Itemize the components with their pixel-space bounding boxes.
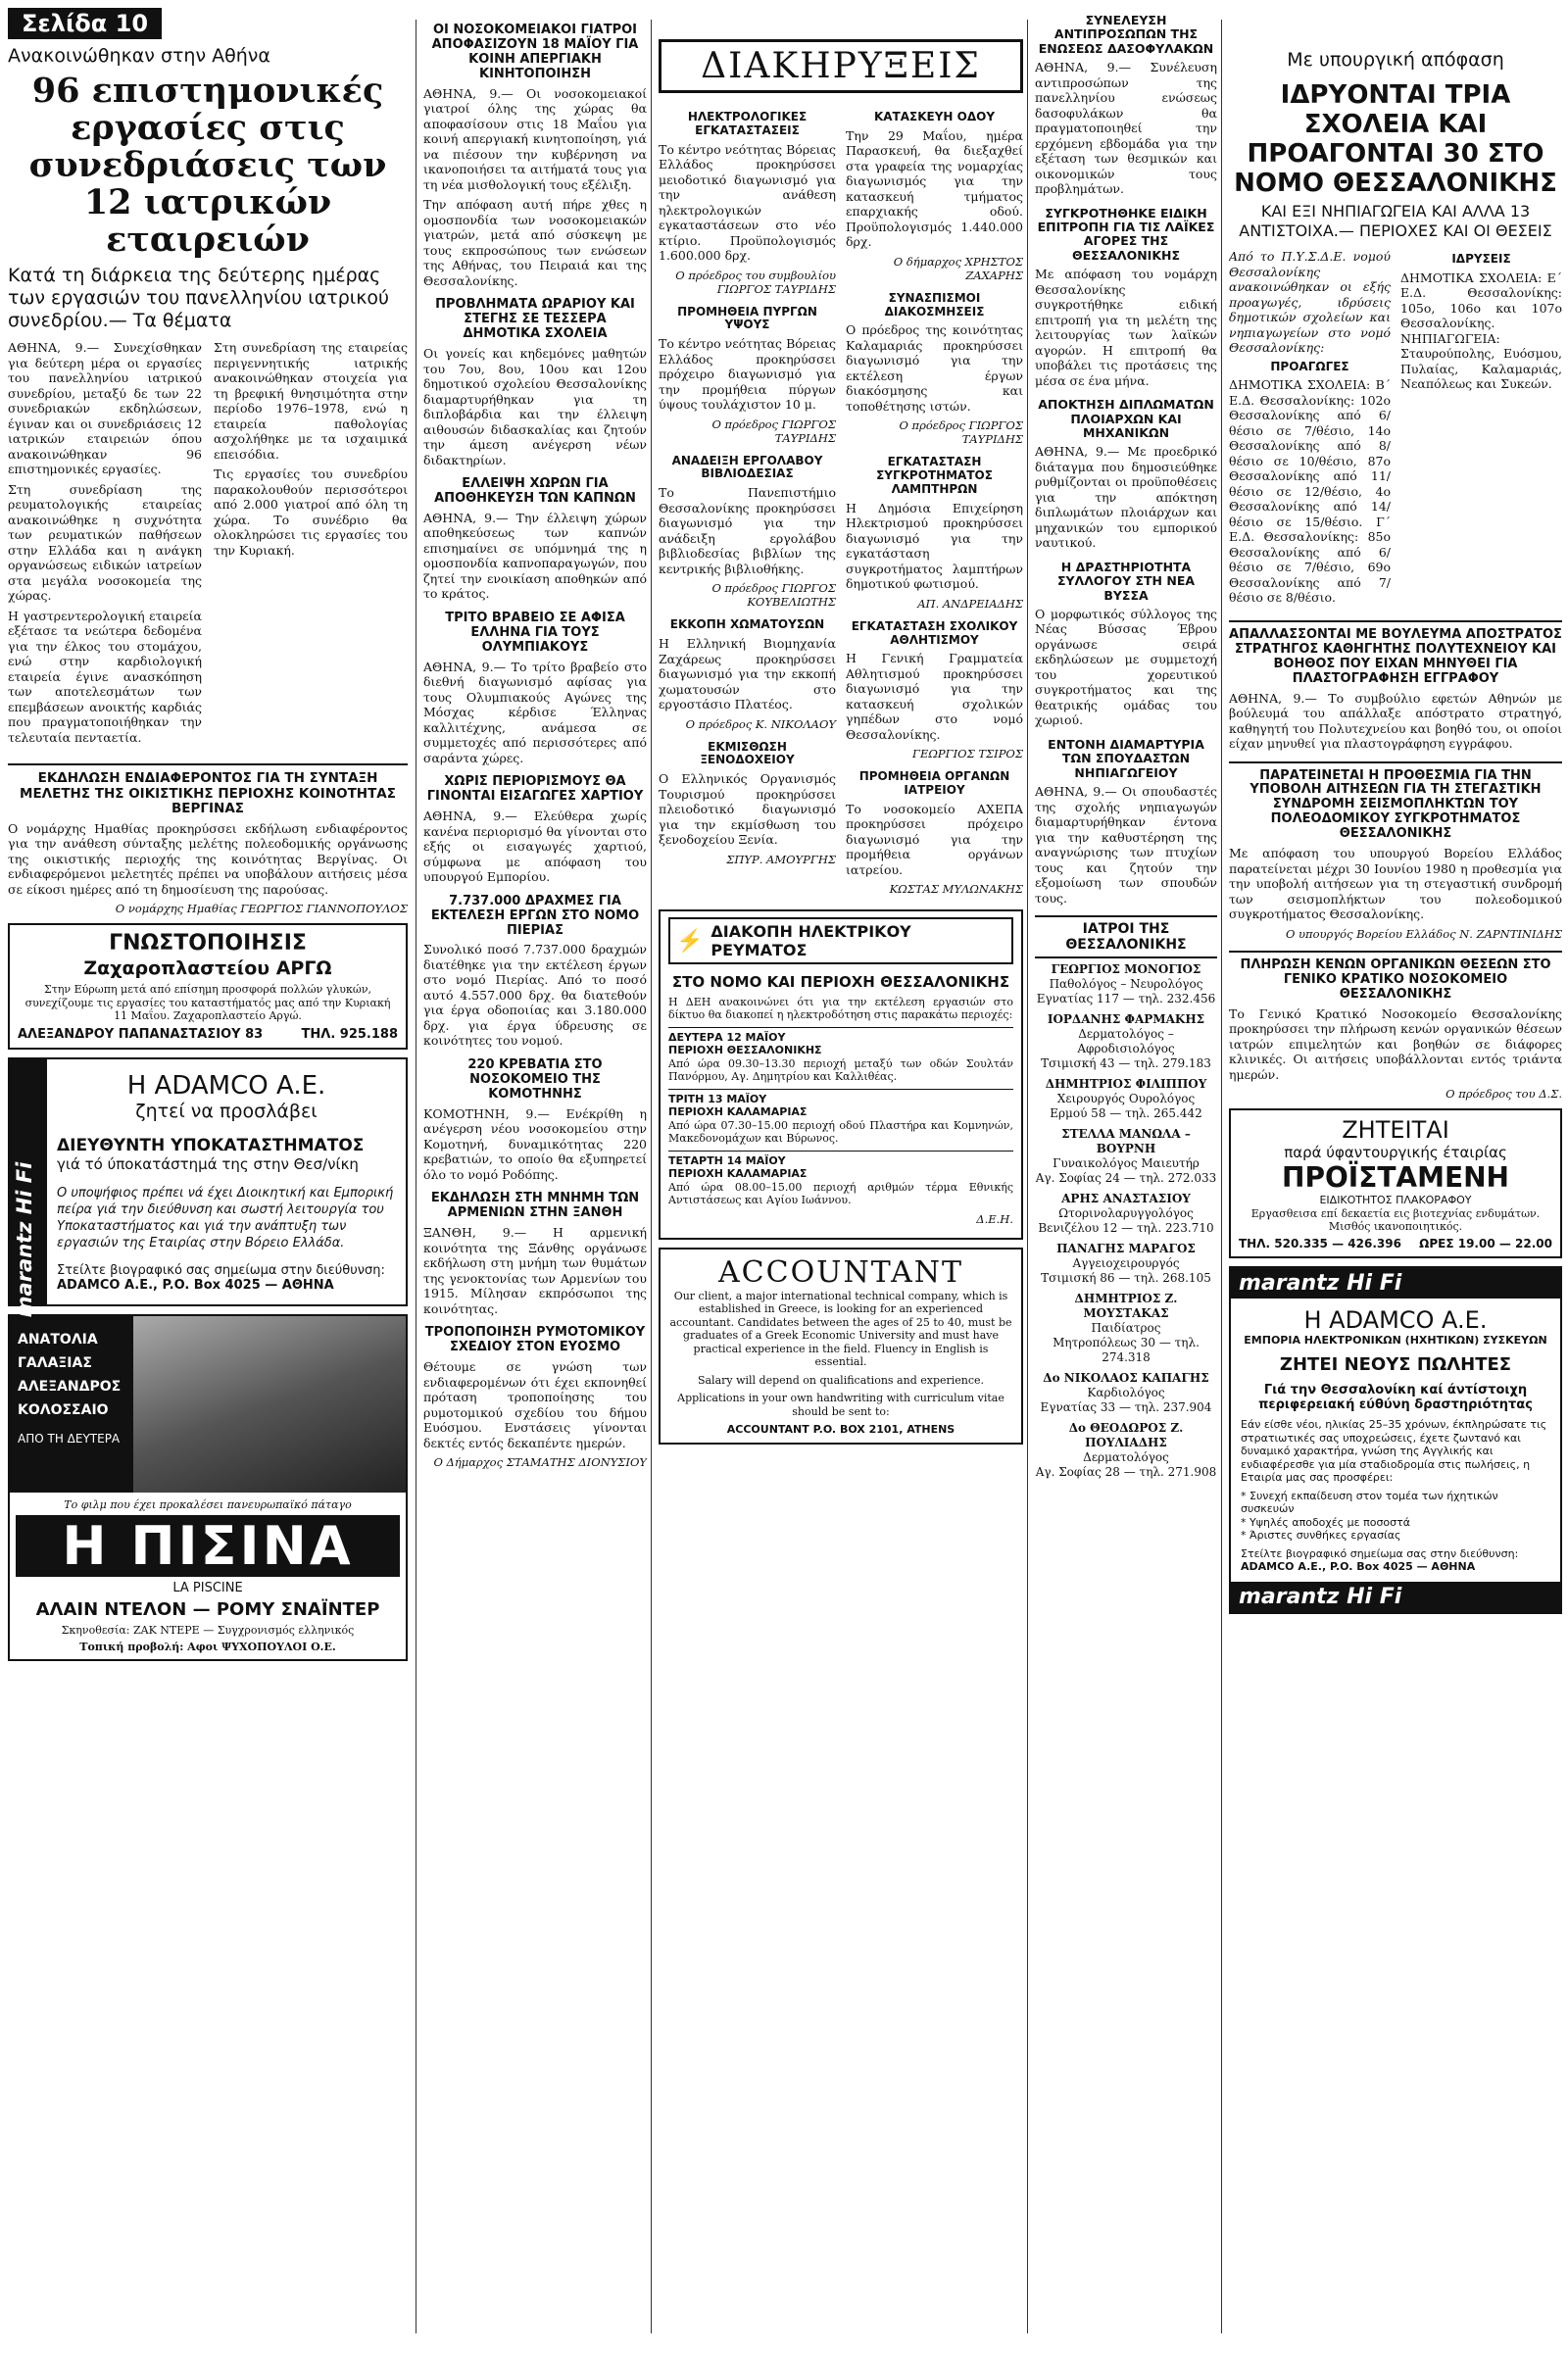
accountant-salary: Salary will depend on qualifications and experience. xyxy=(697,1373,985,1387)
proistameni-title: ΖΗΤΕΙΤΑΙ xyxy=(1342,1116,1449,1145)
doctor-specialty: Δερματολόγος – Αφροδισιολόγος xyxy=(1077,1027,1175,1056)
erga-body: Συνολικό ποσό 7.737.000 δραχμών διατέθηκε για την εκτέλεση έργων στο νομό Πιερίας. Από το ποσό αυτό 4.557.000 δρχ. θα διατεθούν για έργα οδοποιίας και 3.180.000 δρχ. για έργα ύδρευσης σε κοινότητες του νομού. xyxy=(423,942,647,1049)
marantz-top-bar xyxy=(1231,1268,1560,1299)
dei-day-text: Από ώρα 08.00–15.00 περιοχή αριθμών τέρμα Εθνικής Αντιστάσεως και Αγίου Ιωάννου. xyxy=(668,1180,1013,1207)
marantz-brand: marantz Hi Fi xyxy=(13,1161,36,1317)
diakirixeis-banner xyxy=(659,39,1023,93)
foitites-body: ΑΘΗΝΑ, 9.— Οι σπουδαστές της σχολής νηπιαγωγών διαμαρτυρήθηκαν έντονα για την καθυστέρηση της αναγνώρισης των πτυχίων τους και ζητούν την εξομοίωση των σπουδών τους. xyxy=(1035,784,1217,906)
marantz-bottom-bar xyxy=(1231,1582,1560,1612)
cinema-venue: ΓΑΛΑΞΙΑΣ xyxy=(18,1354,92,1371)
dasofylakes-headline: ΣΥΝΕΛΕΥΣΗ ΑΝΤΙΠΡΟΣΩΠΩΝ ΤΗΣ ΕΝΩΣΕΩΣ ΔΑΣΟΦΥΛΑΚΩΝ xyxy=(1038,13,1214,56)
adamco2-offer: * Άριστες συνθήκες εργασίας xyxy=(1241,1529,1401,1543)
notice-title: ΕΓΚΑΤΑΣΤΑΣΗ ΣΧΟΛΙΚΟΥ ΑΘΛΗΤΙΣΜΟΥ xyxy=(851,618,1018,647)
doctor-address: Αγ. Σοφίας 28 — τηλ. 271.908 xyxy=(1035,1465,1217,1480)
verginas-signature: Ο νομάρχης Ημαθίας ΓΕΩΡΓΙΟΣ ΓΙΑΝΝΟΠΟΥΛΟΣ xyxy=(115,902,408,916)
column-divider xyxy=(1027,20,1028,2333)
proistameni-spec: ΕΙΔΙΚΟΤΗΤΟΣ ΠΛΑΚΟΡΑΦΟΥ xyxy=(1319,1194,1472,1207)
adamco2-offer: * Υψηλές αποδοχές με ποσοστά xyxy=(1241,1515,1411,1529)
polytechnic-headline: ΑΠΑΛΛΑΣΣΟΝΤΑΙ ΜΕ ΒΟΥΛΕΥΜΑ ΑΠΟΣΤΡΑΤΟΣ ΣΤΡΑΤΗΓΟΣ ΚΑΘΗΓΗΤΗΣ ΠΟΛΥΤΕΧΝΕΙΟΥ ΚΑΙ ΒΟΗΘΟΣ ΠΟΥ ΕΙΧΑΝ ΜΗΝΥΘΕΙ ΓΙΑ ΠΛΑΣΤΟΓΡΑΦΗΣΗ ΕΓΓΡΑΦΟΥ xyxy=(1229,620,1562,687)
dei-day: ΤΡΙΤΗ 13 ΜΑΪΟΥ xyxy=(668,1089,1013,1106)
notice-body: Ο Ελληνικός Οργανισμός Τουρισμού προκηρύσσει πλειοδοτικό διαγωνισμό για την εκμίσθωση του ξενοδοχείου Ξενία. xyxy=(659,771,836,848)
doctor-entry xyxy=(1035,1077,1217,1121)
notice-signature: ΑΠ. ΑΝΔΡΕΙΑΔΗΣ xyxy=(917,596,1023,611)
proistameni-hours: ΩΡΕΣ 19.00 — 22.00 xyxy=(1419,1236,1552,1250)
notice-title: ΕΓΚΑΤΑΣΤΑΣΗ ΣΥΓΚΡΟΤΗΜΑΤΟΣ ΛΑΜΠΤΗΡΩΝ xyxy=(876,455,993,496)
page-label: Σελίδα 10 xyxy=(8,8,162,39)
notice-body: Η Δημόσια Επιχείρηση Ηλεκτρισμού προκηρύσσει διαγωνισμό για την εγκατάσταση συγκροτήματος λαμπτήρων δημοτικού φωτισμού. xyxy=(846,500,1023,592)
cinema-from: ΑΠΟ ΤΗ ΔΕΥΤΕΡΑ xyxy=(18,1431,121,1446)
seismic-body: Με απόφαση του υπουργού Βορείου Ελλάδος παρατείνεται μέχρι 30 Ιουνίου 1980 η προθεσμία για την υποβολή αιτήσεων για τη στεγαστική συνδρομή των σεισμοπλήκτων του πολεοδομικού συγκροτήματος Θεσσαλονίκης. xyxy=(1229,846,1562,922)
proistameni-phone: ΤΗΛ. 520.335 — 426.396 xyxy=(1239,1236,1401,1250)
column-divider xyxy=(651,20,652,2333)
lead-dek: Κατά τη διάρκεια της δεύτερης ημέρας των εργασιών του πανελληνίου ιατρικού συνεδρίου.— Τα θέματα xyxy=(8,265,390,331)
column-3 xyxy=(659,0,1023,2353)
proistameni-body: Εργασθεισα επί δεκαετία εις βιοτεχνίας ενδυμάτων. Μισθός ικανοποιητικός. xyxy=(1250,1206,1541,1234)
accountant-title: ACCOUNTANT xyxy=(718,1254,963,1290)
cinema-tagline: Το φιλμ που έχει προκαλέσει πανευρωπαϊκό πάταγο xyxy=(64,1497,352,1511)
hospital-signature: Ο πρόεδρος του Δ.Σ. xyxy=(1446,1087,1562,1102)
notice-title: ΠΡΟΜΗΘΕΙΑ ΟΡΓΑΝΩΝ ΙΑΤΡΕΙΟΥ xyxy=(858,769,1010,798)
iatroi-title: ΙΑΤΡΟΙ ΤΗΣ ΘΕΣΣΑΛΟΝΙΚΗΣ xyxy=(1035,915,1217,958)
diakirixeis-right xyxy=(846,101,1023,902)
ministry-headline: ΙΔΡΥΟΝΤΑΙ ΤΡΙΑ ΣΧΟΛΕΙΑ ΚΑΙ ΠΡΟΑΓΟΝΤΑΙ 30 ΣΤΟ ΝΟΜΟ ΘΕΣΣΑΛΟΝΙΚΗΣ xyxy=(1234,80,1557,198)
doctor-address: Βενιζέλου 12 — τηλ. 223.710 xyxy=(1038,1221,1214,1236)
adamco2-company: Η ADAMCO A.E. xyxy=(1303,1305,1488,1334)
proistameni-role: ΠΡΟΪΣΤΑΜΕΝΗ xyxy=(1282,1161,1509,1195)
column-1 xyxy=(8,0,408,2353)
doctors-body: ΑΘΗΝΑ, 9.— Οι νοσοκομειακοί γιατροί όλης της χώρας θα αποφασίσουν στις 18 Μαΐου για κοινή απεργιακή κινητοποίηση, γιά να πιέσουν την κυβέρνηση να ικανοποιήσει τα αιτήματά τους για τη νέα μισθολογική τους εξέλιξη. xyxy=(423,85,647,192)
xanthi-body: ΞΑΝΘΗ, 9.— Η αρμενική κοινότητα της Ξάνθης οργάνωσε εκδήλωση στη μνήμη των θυμάτων της γενοκτονίας των Αρμενίων του 1915. Μίλησαν εκπρόσωποι της κοινότητας. xyxy=(423,1225,647,1316)
argo-address: ΑΛΕΞΑΝΔΡΟΥ ΠΑΠΑΝΑΣΤΑΣΙΟΥ 83 xyxy=(18,1026,264,1042)
adamco-ad-1 xyxy=(8,1057,408,1317)
marantz-brand: marantz Hi Fi xyxy=(1239,1584,1402,1609)
dei-area: ΣΤΟ ΝΟΜΟ ΚΑΙ ΠΕΡΙΟΧΗ ΘΕΣΣΑΛΟΝΙΚΗΣ xyxy=(671,973,1010,992)
doctor-specialty: Χειρουργός Ουρολόγος xyxy=(1056,1092,1196,1106)
doctor-address: Ερμού 58 — τηλ. 265.442 xyxy=(1050,1106,1202,1121)
doctor-entry xyxy=(1035,1242,1217,1286)
doctor-entry xyxy=(1035,962,1217,1006)
accountant-address: ACCOUNTANT P.O. BOX 2101, ATHENS xyxy=(726,1423,956,1437)
doctors-headline: ΟΙ ΝΟΣΟΚΟΜΕΙΑΚΟΙ ΓΙΑΤΡΟΙ ΑΠΟΦΑΣΙΖΟΥΝ 18 ΜΑΪΟΥ ΓΙΑ ΚΟΙΝΗ ΑΠΕΡΓΙΑΚΗ ΚΙΝΗΤΟΠΟΙΗΣΗ xyxy=(431,23,639,81)
xartis-headline: ΧΩΡΙΣ ΠΕΡΙΟΡΙΣΜΟΥΣ ΘΑ ΓΙΝΟΝΤΑΙ ΕΙΣΑΓΩΓΕΣ ΧΑΡΤΙΟΥ xyxy=(426,774,644,805)
adamco2-seeks: ΖΗΤΕΙ ΝΕΟΥΣ ΠΩΛΗΤΕΣ xyxy=(1279,1354,1512,1376)
adamco1-body: Ο υποψήφιος πρέπει νά έχει Διοικητική και Εμπορική πείρα γιά την διεύθυνση και σωστή λειτουργία του Υποκαταστήματος και γιά την ανάπτυξη των εργασιών της Εταιρίας στην Βόρειο Ελλάδα. xyxy=(57,1185,394,1250)
doctor-entry xyxy=(1035,1127,1217,1186)
diakirixeis-left xyxy=(659,101,836,902)
rymotomiko-signature: Ο Δήμαρχος ΣΤΑΜΑΤΗΣ ΔΙΟΝΥΣΙΟΥ xyxy=(433,1455,647,1469)
polytechnic-body: ΑΘΗΝΑ, 9.— Το συμβούλιο εφετών Αθηνών με βούλευμά του απάλλαξε απόστρατο στρατηγό, καθηγητή του Πολυτεχνείου και βοηθό του, οι οποίοι είχαν μηνυθεί για πλαστογράφηση εγγράφου. xyxy=(1229,690,1562,752)
adamco1-position: ΔΙΕΥΘΥΝΤΗ ΥΠΟΚΑΤΑΣΤΗΜΑΤΟΣ xyxy=(57,1135,365,1155)
seismic-headline: ΠΑΡΑΤΕΙΝΕΤΑΙ Η ΠΡΟΘΕΣΜΙΑ ΓΙΑ ΤΗΝ ΥΠΟΒΟΛΗ ΑΙΤΗΣΕΩΝ ΓΙΑ ΤΗ ΣΤΕΓΑΣΤΙΚΗ ΣΥΝΔΡΟΜΗ ΣΕΙΣΜΟΠΛΗΚΤΩΝ ΤΟΥ ΠΟΛΕΟΔΟΜΙΚΟΥ ΣΥΓΚΡΟΤΗΜΑΤΟΣ ΘΕΣΣΑΛΟΝΙΚΗΣ xyxy=(1229,761,1562,843)
adamco1-company: Η ADAMCO A.E. xyxy=(126,1070,326,1101)
doctor-address: Τσιμισκή 86 — τηλ. 268.105 xyxy=(1041,1271,1211,1286)
agores-body: Με απόφαση του νομάρχη Θεσσαλονίκης συγκροτήθηκε ειδική επιτροπή για τη μελέτη της λειτουργίας των λαϊκών αγορών. Η επιτροπή θα υποβάλει τις προτάσεις της μέσα σε ένα μήνα. xyxy=(1035,267,1217,388)
doctor-address: Εγνατίας 33 — τηλ. 237.904 xyxy=(1040,1400,1212,1415)
accountant-body: Our client, a major international technical company, which is established in Greece, is looking for an experienced accountant. Candidates between the ages of 25 to 40, must be graduates of a Greek Economic University and must have practical experience in the field. Fluency in English is essential. xyxy=(669,1289,1012,1369)
column-divider xyxy=(1221,20,1222,2333)
doctor-specialty: Αγγειοχειρουργός xyxy=(1072,1256,1180,1271)
dasofylakes-body: ΑΘΗΝΑ, 9.— Συνέλευση αντιπροσώπων της πανελληνίου ενώσεως δασοφυλάκων θα πραγματοποιηθεί την ερχόμενη εβδομάδα για την εξέταση των θεσμικών και οικονομικών τους προβλημάτων. xyxy=(1035,60,1217,197)
proistameni-sub: παρά ύφαντουργικής έταιρίας xyxy=(1284,1144,1507,1162)
accountant-ad xyxy=(659,1248,1023,1445)
adamco-ad-2 xyxy=(1229,1266,1562,1614)
ministry-body: Από το Π.Υ.Σ.Δ.Ε. νομού Θεσσαλονίκης ανακοινώθηκαν οι εξής προαγωγές, ιδρύσεις δημοτικών σχολείων και νηπιαγωγείων στο νομό Θεσσαλονίκης: xyxy=(1229,249,1391,355)
proistameni-ad xyxy=(1229,1108,1562,1258)
xartis-body: ΑΘΗΝΑ, 9.— Ελεύθερα χωρίς κανένα περιορισμό θα γίνονται στο εξής οι εισαγωγές χαρτιού, σύμφωνα με απόφαση του υπουργού Εμπορίου. xyxy=(423,809,647,885)
adamco2-address: ADAMCO A.E., P.O. Box 4025 — ΑΘΗΝΑ xyxy=(1241,1560,1476,1574)
notice-title: ΕΚΚΟΠΗ ΧΩΜΑΤΟΥΣΩΝ xyxy=(669,617,825,632)
ministry-kicker: Με υπουργική απόφαση xyxy=(1287,49,1504,71)
lead-kicker: Ανακοινώθηκαν στην Αθήνα xyxy=(8,45,270,67)
notice-body: Την 29 Μαΐου, ημέρα Παρασκευή, θα διεξαχθεί στα γραφεία της νομαρχίας διαγωνισμός για την κατασκευή τμήματος επαρχιακής οδού. Προϋπολογισμός 1.440.000 δρχ. xyxy=(846,127,1023,250)
diplomata-headline: ΑΠΟΚΤΗΣΗ ΔΙΠΛΩΜΑΤΩΝ ΠΛΟΙΑΡΧΩΝ ΚΑΙ ΜΗΧΑΝΙΚΩΝ xyxy=(1038,397,1214,440)
dei-notice xyxy=(659,909,1023,1239)
marantz-brand: marantz Hi Fi xyxy=(1239,1270,1402,1296)
notice-signature: Ο πρόεδρος ΓΙΩΡΓΟΣ ΤΑΥΡΙΔΗΣ xyxy=(711,417,836,445)
doctor-name: ΔΗΜΗΤΡΙΟΣ ΦΙΛΙΠΠΟΥ xyxy=(1045,1077,1207,1092)
diplomata-body: ΑΘΗΝΑ, 9.— Με προεδρικό διάταγμα που δημοσιεύθηκε ρυθμίζονται οι προϋποθέσεις για την απόκτηση διπλωμάτων πλοιάρχων και μηχανικών του εμπορικού ναυτικού. xyxy=(1035,444,1217,551)
doctor-entry xyxy=(1035,1292,1217,1365)
xanthi-headline: ΕΚΔΗΛΩΣΗ ΣΤΗ ΜΝΗΜΗ ΤΩΝ ΑΡΜΕΝΙΩΝ ΣΤΗΝ ΞΑΝΘΗ xyxy=(430,1191,640,1221)
nea-vyssa-headline: Η ΔΡΑΣΤΗΡΙΟΤΗΤΑ ΣΥΛΛΟΓΟΥ ΣΤΗ ΝΕΑ ΒΥΣΣΑ xyxy=(1056,559,1196,603)
doctor-address: Μητροπόλεως 30 — τηλ. 274.318 xyxy=(1053,1336,1200,1365)
komotini-headline: 220 ΚΡΕΒΑΤΙΑ ΣΤΟ ΝΟΣΟΚΟΜΕΙΟ ΤΗΣ ΚΟΜΟΤΗΝΗΣ xyxy=(467,1056,603,1102)
notice-body: Το Πανεπιστήμιο Θεσσαλονίκης προκηρύσσει διαγωνισμό για την ανάδειξη εργολάβου βιβλιοδεσίας βιβλίων της κεντρικής βιβλιοθήκης. xyxy=(659,485,836,576)
adamco1-seeks: ζητεί να προσλάβει xyxy=(135,1100,318,1122)
diakirixeis-title: ΔΙΑΚΗΡΥΞΕΙΣ xyxy=(701,46,981,86)
notice-body: Ο πρόεδρος της κοινότητας Καλαμαριάς προκηρύσσει διαγωνισμό για την εκτέλεση έργων διακόσμησης και τοποθέτησης ιστών. xyxy=(846,322,1023,414)
adamco2-for: Γιά την Θεσσαλονίκη καί άντίστοιχη περιφερειακή εύθύνη δραστηριότητας xyxy=(1258,1383,1533,1413)
doctors-body: Την απόφαση αυτή πήρε χθες η ομοσπονδία των νοσοκομειακών γιατρών, μετά από σύσκεψη με τους εκπροσώπους των ενώσεων της Αθήνας, του Πειραιά και της Θεσσαλονίκης. xyxy=(423,197,647,288)
vrabeio-body: ΑΘΗΝΑ, 9.— Το τρίτο βραβείο στο διεθνή διαγωνισμό αφίσας για τους Ολυμπιακούς Αγώνες της Μόσχας κέρδισε Έλληνας καλλιτέχνης, ανάμεσα σε συμμετοχές από περισσότερες από σαράντα χώρες. xyxy=(423,659,647,765)
column-6 xyxy=(1229,0,1562,2353)
notice-body: Η Γενική Γραμματεία Αθλητισμού προκηρύσσει διαγωνισμό για την κατασκευή σχολικών γηπέδων στο νομό Θεσσαλονίκης. xyxy=(846,651,1023,742)
kapnos-headline: ΕΛΛΕΙΨΗ ΧΩΡΩΝ ΓΙΑ ΑΠΟΘΗΚΕΥΣΗ ΤΩΝ ΚΑΠΝΩΝ xyxy=(434,476,636,506)
foitites-headline: ΕΝΤΟΝΗ ΔΙΑΜΑΡΤΥΡΙΑ ΤΩΝ ΣΠΟΥΔΑΣΤΩΝ ΝΗΠΙΑΓΩΓΕΙΟΥ xyxy=(1048,736,1204,780)
adamco2-offer: * Συνεχή εκπαίδευση στον τομέα των ήχητικών συσκευών xyxy=(1241,1489,1498,1516)
hospital-body: Το Γενικό Κρατικό Νοσοκομείο Θεσσαλονίκης προκηρύσσει την πλήρωση κενών οργανικών θέσεων ιατρών επιμελητών και βοηθών σε διάφορες κλινικές. Οι αιτήσεις υποβάλλονται εντός τριάντα ημερών. xyxy=(1229,1005,1562,1082)
ministry-body: ΔΗΜΟΤΙΚΑ ΣΧΟΛΕΙΑ: Β΄ Ε.Δ. Θεσσαλονίκης: 102ο Θεσσαλονίκης από 6/θέσιο σε 7/θέσιο, 14ο Θεσσαλονίκης από 8/θέσιο σε 10/θέσιο, 87ο Θεσσαλονίκης από 11/θέσιο σε 12/θέσιο, 4ο Θεσσαλονίκης από 14/θέσιο σε 15/θέσιο. Γ΄ Ε.Δ. Θεσσαλονίκης: 85ο Θεσσαλονίκης από 6/θέσιο σε 7/θέσιο, 69ο Θεσσαλονίκης από 7/θέσιο σε 8/θέσιο. xyxy=(1229,377,1391,606)
adamco1-address: ADAMCO A.E., P.O. Box 4025 — ΑΘΗΝΑ xyxy=(57,1277,334,1293)
column-2 xyxy=(423,0,647,2353)
doctor-address: Αγ. Σοφίας 24 — τηλ. 272.033 xyxy=(1035,1171,1217,1186)
ministry-subhead: ΠΡΟΑΓΩΓΕΣ xyxy=(1270,359,1349,373)
adamco2-body: Εάν είσθε νέοι, ηλικίας 25–35 χρόνων, έκπληρώσατε τις στρατιωτικές σας υποχρεώσεις, έχετε ζωντανό και δυναμικό χαρακτήρα, γνώση της Αγγλικής και ενδιαφέρεσθε για μία σταδιοδρομία στις πωλήσεις, η Εταιρία μας σας προσφέρει: xyxy=(1241,1418,1547,1485)
doctor-name: ΙΟΡΔΑΝΗΣ ΦΑΡΜΑΚΗΣ xyxy=(1047,1012,1205,1027)
erga-headline: 7.737.000 ΔΡΑΧΜΕΣ ΓΙΑ ΕΚΤΕΛΕΣΗ ΕΡΓΩΝ ΣΤΟ ΝΟΜΟ ΠΙΕΡΙΑΣ xyxy=(430,893,640,938)
lead-paragraph: Στη συνεδρίαση της ρευματολογικής εταιρείας ανακοινώθηκε η συχνότητα των ρευματικών παθήσεων στην Ελλάδα και η ανάγκη οργανώσεως ειδικών ιατρείων στα μεγάλα νοσοκομεία της χώρας. xyxy=(8,481,202,603)
ministry-subhead: ΙΔΡΥΣΕΙΣ xyxy=(1451,252,1511,266)
cinema-ad xyxy=(8,1314,408,1662)
agores-headline: ΣΥΓΚΡΟΤΗΘΗΚΕ ΕΙΔΙΚΗ ΕΠΙΤΡΟΠΗ ΓΙΑ ΤΙΣ ΛΑΪΚΕΣ ΑΓΟΡΕΣ ΤΗΣ ΘΕΣΣΑΛΟΝΙΚΗΣ xyxy=(1037,205,1215,263)
notice-signature: Ο πρόεδρος ΓΙΩΡΓΟΣ ΚΟΥΒΕΛΙΩΤΗΣ xyxy=(711,581,836,610)
adamco1-send: Στείλτε βιογραφικό σας σημείωμα στην διεύθυνση: xyxy=(57,1262,385,1278)
lead-paragraph: Η γαστρεντερολογική εταιρεία εξέτασε τα νεώτερα δεδομένα για την έλκος του στομάχου, ενώ στην καρδιολογική εταιρεία έγινε ανασκόπηση των αποτελεσμάτων των επεμβάσεων ανοικτής καρδιάς που πραγματοποιήθηκαν την τελευταία πενταετία. xyxy=(8,608,202,745)
adamco2-send: Στείλτε βιογραφικό σημείωμα σας στην διεύθυνση: xyxy=(1241,1546,1519,1560)
lightning-icon: ⚡ xyxy=(676,928,704,954)
argo-ad xyxy=(8,923,408,1050)
dei-day-text: Από ώρα 09.30–13.30 περιοχή μεταξύ των οδών Σουλτάν Πανόρμου, Αγ. Δημητρίου και Καλλιθέας. xyxy=(668,1056,1013,1084)
doctor-name: Δο ΘΕΟΔΩΡΟΣ Ζ. ΠΟΥΛΙΑΔΗΣ xyxy=(1068,1421,1184,1450)
nea-vyssa-body: Ο μορφωτικός σύλλογος της Νέας Βύσσας Έβρου οργάνωσε σειρά εκδηλώσεων με συμμετοχή του χορευτικού συγκροτήματος και της θεατρικής ομάδας του χωριού. xyxy=(1035,606,1217,728)
lead-paragraph: Στη συνεδρίαση της εταιρείας περιγεννητικής ιατρικής ανακοινώθηκαν στοιχεία για τη βρεφική θνησιμότητα στην περίοδο 1976–1978, ενώ η εταιρεία παθολογίας ασχολήθηκε με τα ισχαιμικά επεισόδια. xyxy=(214,340,408,462)
doctor-name: ΔΗΜΗΤΡΙΟΣ Ζ. ΜΟΥΣΤΑΚΑΣ xyxy=(1074,1292,1178,1321)
notice-signature: Ο πρόεδρος του συμβουλίου ΓΙΩΡΓΟΣ ΤΑΥΡΙΔΗΣ xyxy=(675,268,836,296)
cinema-venue: ΑΛΕΞΑΝΔΡΟΣ xyxy=(18,1378,122,1395)
cinema-photo xyxy=(133,1316,406,1493)
dei-title: ΔΙΑΚΟΠΗ ΗΛΕΚΤΡΙΚΟΥ ΡΕΥΜΑΤΟΣ xyxy=(710,922,911,960)
marantz-side-bar xyxy=(10,1059,47,1317)
argo-subtitle: Ζαχαροπλαστείου ΑΡΓΩ xyxy=(83,957,332,980)
notice-title: ΗΛΕΚΤΡΟΛΟΓΙΚΕΣ ΕΓΚΑΤΑΣΤΑΣΕΙΣ xyxy=(687,110,808,137)
rymotomiko-body: Θέτουμε σε γνώση των ενδιαφερομένων ότι έχει εκπονηθεί πρόταση τροποποίησης του ρυμοτομικού σχεδίου του δήμου Ευόσμου. Ενστάσεις γίνονται δεκτές εντός δεκαπέντε ημερών. xyxy=(423,1359,647,1450)
lead-paragraph: ΑΘΗΝΑ, 9.— Συνεχίσθηκαν για δεύτερη μέρα οι εργασίες του πανελληνίου ιατρικού συνεδρίου, μεταξύ δε των 22 συνεδριακών εκδηλώσεων, έγιναν και οι συνεδριάσεις 12 ιατρικών εταιρειών όπου ανακοινώθηκαν 96 επιστημονικές εργασίες. xyxy=(8,340,202,476)
cinema-venue: ΑΝΑΤΟΛΙΑ xyxy=(18,1331,98,1348)
komotini-body: ΚΟΜΟΤΗΝΗ, 9.— Ενέκρίθη η ανέγερση νέου νοσοκομείου στην Κομοτηνή, δυναμικότητας 220 κρεβατιών, το οποίο θα εξυπηρετεί όλο το νομό Ροδόπης. xyxy=(423,1105,647,1182)
argo-title: ΓΝΩΣΤΟΠΟΙΗΣΙΣ xyxy=(109,931,307,956)
column-5 xyxy=(1035,0,1217,2353)
doctor-address: Τσιμισκή 43 — τηλ. 279.183 xyxy=(1041,1056,1211,1071)
dei-signature: Δ.Ε.Η. xyxy=(976,1211,1013,1226)
doctor-name: ΣΤΕΛΛΑ ΜΑΝΩΛΑ – ΒΟΥΡΝΗ xyxy=(1061,1127,1191,1156)
lead-paragraph: Τις εργασίες του συνεδρίου παρακολουθούν περισσότεροι από 2.000 γιατροί από όλη τη χώρα. Το συνέδριο θα ολοκληρώσει τις εργασίες του την Κυριακή. xyxy=(214,466,408,558)
dei-day-area: ΠΕΡΙΟΧΗ ΚΑΛΑΜΑΡΙΑΣ xyxy=(668,1105,808,1119)
doctor-entry xyxy=(1035,1371,1217,1415)
notice-signature: ΣΠΥΡ. ΑΜΟΥΡΓΗΣ xyxy=(726,852,836,866)
verginas-body: Ο νομάρχης Ημαθίας προκηρύσσει εκδήλωση ενδιαφέροντος για την ανάθεση σύνταξης μελέτης πολεοδομικής οργάνωσης της οικιστικής περιοχής της κοινότητας Βεργίνας. Οι ενδιαφερόμενοι μελετητές πρέπει να υποβάλουν αιτήσεις μέσα σε είκοσι ημέρες από τη δημοσίευση της παρούσας. xyxy=(8,820,408,897)
cinema-venues xyxy=(10,1316,133,1493)
doctor-specialty: Παθολόγος – Νευρολόγος xyxy=(1049,977,1203,992)
ministry-dek: ΚΑΙ ΕΞΙ ΝΗΠΙΑΓΩΓΕΙΑ ΚΑΙ ΑΛΛΑ 13 ΑΝΤΙΣΤΟΙΧΑ.— ΠΕΡΙΟΧΕΣ ΚΑΙ ΟΙ ΘΕΣΕΙΣ xyxy=(1239,202,1552,240)
dei-day: ΤΕΤΑΡΤΗ 14 ΜΑΪΟΥ xyxy=(668,1151,1013,1168)
notice-body: Η Ελληνική Βιομηχανία Ζαχάρεως προκηρύσσει διαγωνισμό για την εκκοπή χωματουσών στο εργοστάσιο Πλατέος. xyxy=(659,636,836,712)
kapnos-body: ΑΘΗΝΑ, 9.— Την έλλειψη χώρων αποθηκεύσεως των καπνών επισημαίνει σε υπόμνημά της η ομοσπονδία καπνοπαραγωγών, που ζητεί την ενοικίαση αποθηκών από το κράτος. xyxy=(423,510,647,602)
dei-day-area: ΠΕΡΙΟΧΗ ΚΑΛΑΜΑΡΙΑΣ xyxy=(668,1167,808,1181)
notice-title: ΠΡΟΜΗΘΕΙΑ ΠΥΡΓΩΝ ΥΨΟΥΣ xyxy=(677,304,817,332)
notice-signature: ΓΕΩΡΓΙΟΣ ΤΣΙΡΟΣ xyxy=(911,747,1023,761)
dei-day-text: Από ώρα 07.30–15.00 περιοχή οδού Πλαστήρα και Κομνηνών, Μακεδονομάχων και Βύρωνος. xyxy=(668,1118,1013,1146)
cinema-distributor: Τοπική προβολή: Αφοι ΨΥΧΟΠΟΥΛΟΙ Ο.Ε. xyxy=(79,1640,336,1653)
doctor-specialty: Παιδίατρος xyxy=(1091,1321,1161,1336)
stasis-body: Οι γονείς και κηδεμόνες μαθητών του 7ου, 8ου, 10ου και 12ου δημοτικού σχολείου Θεσσαλονίκης διαμαρτυρήθηκαν για τη διπλοβάρδια και την έλλειψη αιθουσών διδασκαλίας και ζητούν την άμεση ανέγερση νέων διδακτηρίων. xyxy=(423,346,647,467)
cinema-stars: ΑΛΑΙΝ ΝΤΕΛΟΝ — ΡΟΜΥ ΣΝΑΪΝΤΕΡ xyxy=(35,1599,380,1621)
cinema-notes: Σκηνοθεσία: ΖΑΚ ΝΤΕΡΕ — Συγχρονισμός ελληνικός xyxy=(61,1624,355,1638)
notice-signature: Ο πρόεδρος ΓΙΩΡΓΟΣ ΤΑΥΡΙΔΗΣ xyxy=(899,418,1023,447)
doctor-specialty: Ωτορινολαρυγγολόγος xyxy=(1058,1206,1194,1221)
vrabeio-headline: ΤΡΙΤΟ ΒΡΑΒΕΙΟ ΣΕ ΑΦΙΣΑ ΕΛΛΗΝΑ ΓΙΑ ΤΟΥΣ ΟΛΥΜΠΙΑΚΟΥΣ xyxy=(445,610,625,655)
lead-headline: 96 επιστημονικές εργασίες στις συνεδριάσεις των 12 ιατρικών εταιρειών xyxy=(28,71,387,260)
notice-signature: Ο δήμαρχος ΧΡΗΣΤΟΣ ΖΑΧΑΡΗΣ xyxy=(893,254,1023,282)
notice-title: ΣΥΝΑΣΠΙΣΜΟΙ ΔΙΑΚΟΣΜΗΣΕΙΣ xyxy=(884,290,985,319)
notice-title: ΑΝΑΔΕΙΞΗ ΕΡΓΟΛΑΒΟΥ ΒΙΒΛΙΟΔΕΣΙΑΣ xyxy=(671,453,823,481)
doctor-address: Εγνατίας 117 — τηλ. 232.456 xyxy=(1036,992,1216,1006)
cinema-venue: ΚΟΛΟΣΣΑΙΟ xyxy=(18,1401,109,1418)
accountant-apply: Applications in your own handwriting with curriculum vitae should be sent to: xyxy=(677,1392,1004,1418)
doctor-name: ΠΑΝΑΓΗΣ ΜΑΡΑΓΟΣ xyxy=(1056,1242,1196,1256)
notice-body: Το κέντρο νεότητας Βόρειας Ελλάδος προκηρύσσει μειοδοτικό διαγωνισμό για την ανάθεση ηλεκτρολογικών εγκαταστάσεων στο νέο κτίριο. Προϋπολογισμός 1.600.000 δρχ. xyxy=(659,141,836,264)
dei-day-area: ΠΕΡΙΟΧΗ ΘΕΣΣΑΛΟΝΙΚΗΣ xyxy=(668,1044,822,1057)
argo-phone: ΤΗΛ. 925.188 xyxy=(301,1026,398,1042)
dei-intro: Η ΔΕΗ ανακοινώνει ότι για την εκτέλεση εργασιών στο δίκτυο θα διακοπεί η ηλεκτροδότηση στις παρακάτω περιοχές: xyxy=(668,995,1013,1022)
ministry-body: ΔΗΜΟΤΙΚΑ ΣΧΟΛΕΙΑ: Ε΄ Ε.Δ. Θεσσαλονίκης: 105ο, 106ο και 107ο Θεσσαλονίκης. ΝΗΠΙΑΓΩΓΕΙΑ: Σταυρούπολης, Ευόσμου, Πυλαίας, Καλαμαριάς, Νεαπόλεως και Συκεών. xyxy=(1400,270,1562,392)
seismic-signature: Ο υπουργός Βορείου Ελλάδος Ν. ΖΑΡΝΤΙΝΙΔΗΣ xyxy=(1285,926,1562,941)
doctor-entry xyxy=(1035,1192,1217,1236)
cinema-title: Η ΠΙΣΙΝΑ xyxy=(16,1515,400,1577)
notice-signature: ΚΩΣΤΑΣ ΜΥΛΩΝΑΚΗΣ xyxy=(889,882,1023,897)
doctor-name: ΑΡΗΣ ΑΝΑΣΤΑΣΙΟΥ xyxy=(1061,1192,1191,1206)
notice-body: Το νοσοκομείο ΑΧΕΠΑ προκηρύσσει πρόχειρο διαγωνισμό για την προμήθεια οργάνων ιατρείου. xyxy=(846,801,1023,877)
stasis-headline: ΠΡΟΒΛΗΜΑΤΑ ΩΡΑΡΙΟΥ ΚΑΙ ΣΤΕΓΗΣ ΣΕ ΤΕΣΣΕΡΑ ΔΗΜΟΤΙΚΑ ΣΧΟΛΕΙΑ xyxy=(435,297,635,342)
notice-signature: Ο πρόεδρος Κ. ΝΙΚΟΛΑΟΥ xyxy=(685,716,836,731)
doctor-entry xyxy=(1035,1421,1217,1480)
doctor-name: Δο ΝΙΚΟΛΑΟΣ ΚΑΠΑΓΗΣ xyxy=(1043,1371,1209,1386)
cinema-subtitle: LA PISCINE xyxy=(172,1581,243,1596)
hospital-headline: ΠΛΗΡΩΣΗ ΚΕΝΩΝ ΟΡΓΑΝΙΚΩΝ ΘΕΣΕΩΝ ΣΤΟ ΓΕΝΙΚΟ ΚΡΑΤΙΚΟ ΝΟΣΟΚΟΜΕΙΟ ΘΕΣΣΑΛΟΝΙΚΗΣ xyxy=(1229,951,1562,1003)
doctor-specialty: Γυναικολόγος Μαιευτήρ xyxy=(1053,1156,1200,1171)
notice-body: Το κέντρο νεότητας Βόρειας Ελλάδος προκηρύσσει πρόχειρο διαγωνισμό για την προμήθεια πύργων ύψους τουλάχιστον 10 μ. xyxy=(659,336,836,413)
adamco1-where: γιά τό ύποκατάστημά της στην Θεσ/νίκη xyxy=(57,1154,359,1173)
doctor-entry xyxy=(1035,1012,1217,1071)
notice-title: ΕΚΜΙΣΘΩΣΗ ΞΕΝΟΔΟΧΕΙΟΥ xyxy=(700,739,795,767)
dei-day: ΔΕΥΤΕΡΑ 12 ΜΑΪΟΥ xyxy=(668,1027,1013,1045)
doctor-name: ΓΕΩΡΓΙΟΣ ΜΟΝΟΓΙΟΣ xyxy=(1051,962,1201,977)
rymotomiko-headline: ΤΡΟΠΟΠΟΙΗΣΗ ΡΥΜΟΤΟΜΙΚΟΥ ΣΧΕΔΙΟΥ ΣΤΟΝ ΕΥΟΣΜΟ xyxy=(424,1325,646,1355)
argo-body: Στην Εύρωπη μετά από επίσημη προσφορά πολλών γλυκών, συνεχίζουμε τις εργασίες του καταστήματός μας από την Κυριακή 11 Μαΐου. Ζαχαροπλαστείο Αργώ. xyxy=(24,983,391,1023)
doctor-specialty: Δερματολόγος xyxy=(1083,1450,1169,1465)
verginas-headline: ΕΚΔΗΛΩΣΗ ΕΝΔΙΑΦΕΡΟΝΤΟΣ ΓΙΑ ΤΗ ΣΥΝΤΑΞΗ ΜΕΛΕΤΗΣ ΤΗΣ ΟΙΚΙΣΤΙΚΗΣ ΠΕΡΙΟΧΗΣ ΚΟΙΝΟΤΗΤΑΣ ΒΕΡΓΙΝΑΣ xyxy=(8,763,408,817)
notice-title: ΚΑΤΑΣΚΕΥΗ ΟΔΟΥ xyxy=(873,110,996,123)
doctor-specialty: Καρδιολόγος xyxy=(1087,1386,1165,1400)
adamco2-desc: ΕΜΠΟΡΙΑ ΗΛΕΚΤΡΟΝΙΚΩΝ (ΗΧΗΤΙΚΩΝ) ΣΥΣΚΕΥΩΝ xyxy=(1244,1333,1547,1347)
